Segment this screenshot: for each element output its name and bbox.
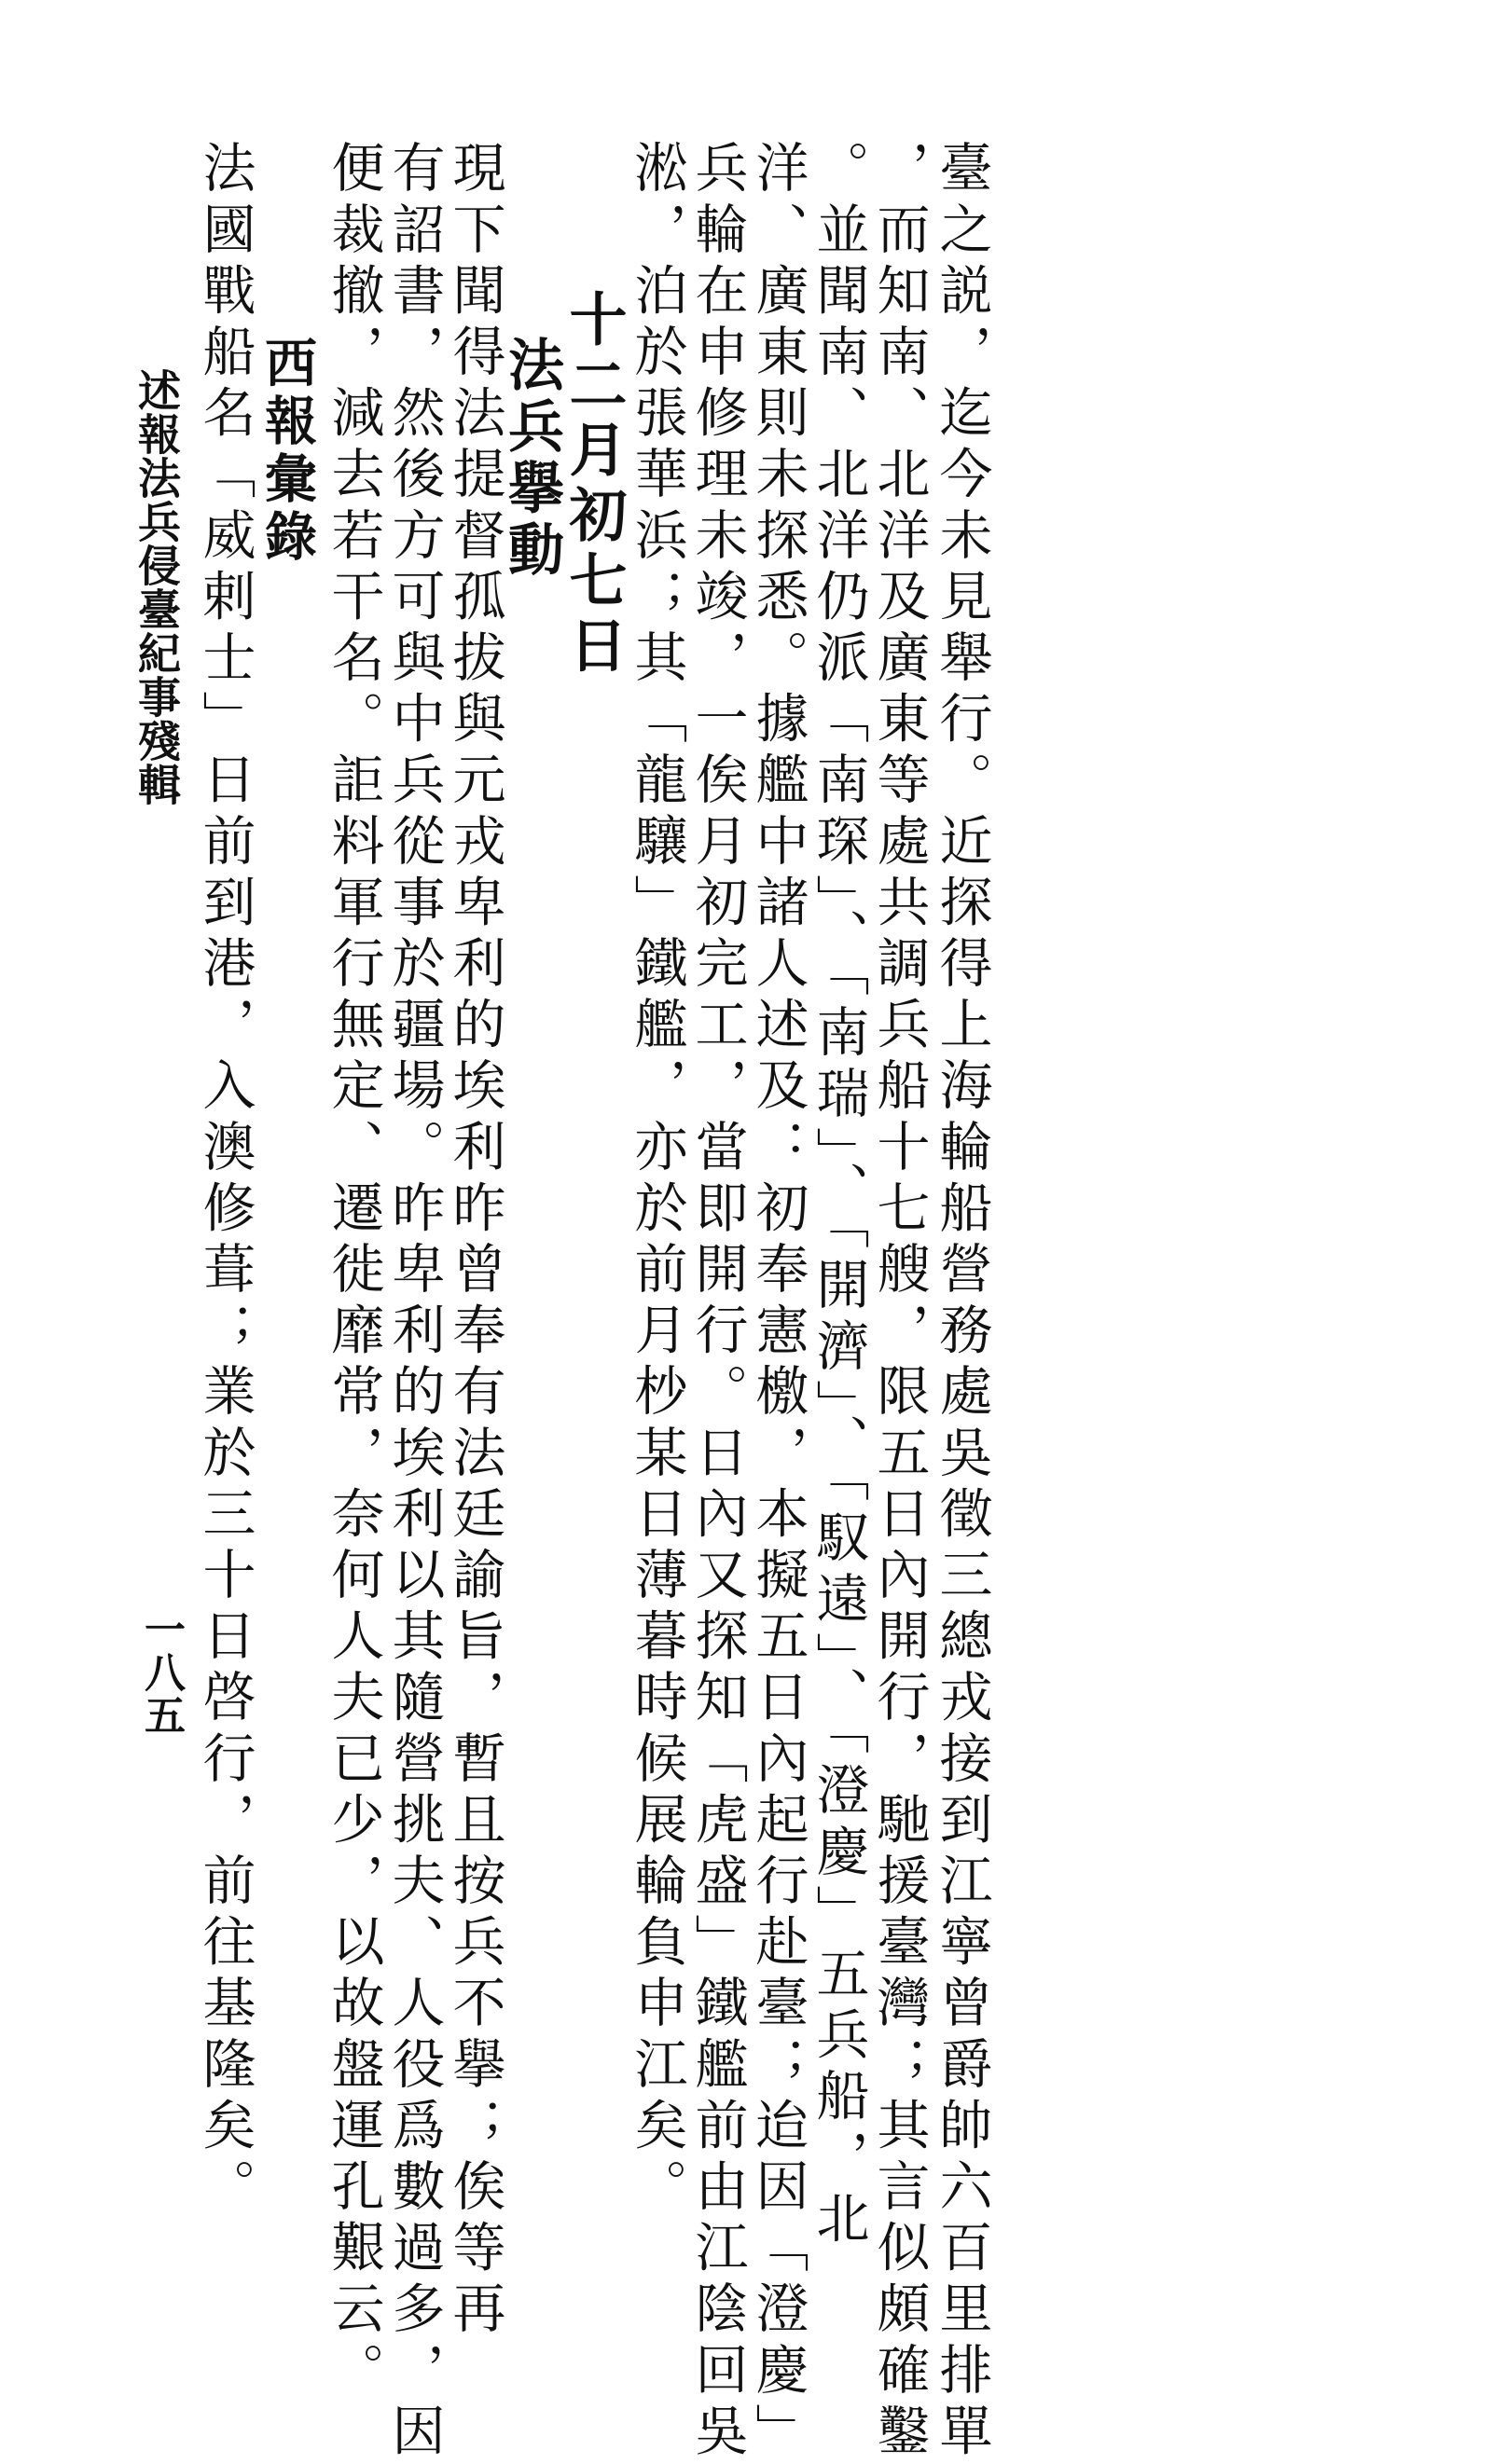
text-column: 法國戰船名「威剌士」日前到港，入澳修葺；業於三十日啓行，前往基隆矣。 xyxy=(194,140,256,2220)
sub-heading: 西報彙錄 xyxy=(256,336,318,567)
text-column: 。並聞南、北洋仍派「南琛」、「南瑞」、「開濟」、「馭遠」、「澄慶」五兵船，北 xyxy=(808,140,869,2251)
text-column: ，而知南、北洋及廣東等處共調兵船十七艘，限五日內開行，馳援臺灣；其言似頗確鑿 xyxy=(868,140,930,2464)
date-heading: 十二月初七日 xyxy=(560,289,628,681)
page-number: 一八五 xyxy=(137,1608,185,1737)
running-title: 述報法兵侵臺紀事殘輯 xyxy=(131,368,182,806)
text-column: 現下聞得法提督孤拔與元戎卑利的埃利昨曾奉有法廷諭旨，暫且按兵不擧；俟等再 xyxy=(444,140,505,2342)
text-column: 有詔書，然後方可與中兵從事於疆場。昨卑利的埃利以其隨營挑夫、人役爲數過多，因 xyxy=(383,140,445,2464)
text-column: 便裁撤，減去若干名。詎料軍行無定、遷徙靡常，奈何人夫已少，以故盤運孔艱云。 xyxy=(323,140,384,2403)
text-column: 淞，泊於張華浜；其「龍驤」鐵艦，亦於前月杪某日薄暮時候展輪負申江矣。 xyxy=(626,140,687,2220)
text-column: 兵輪在申修理未竣，一俟月初完工，當即開行。日內又探知「虎盛」鐵艦前由江陰回吳 xyxy=(686,140,748,2464)
section-heading: 法兵擧動 xyxy=(499,336,564,582)
text-column: 臺之説，迄今未見舉行。近探得上海輪船營務處吳徵三總戎接到江寧曾爵帥六百里排單 xyxy=(931,140,992,2464)
text-column: 洋、廣東則未探悉。據艦中諸人述及：初奉憲檄，本擬五日內起行赴臺；迨因「澄慶」 xyxy=(747,140,809,2464)
